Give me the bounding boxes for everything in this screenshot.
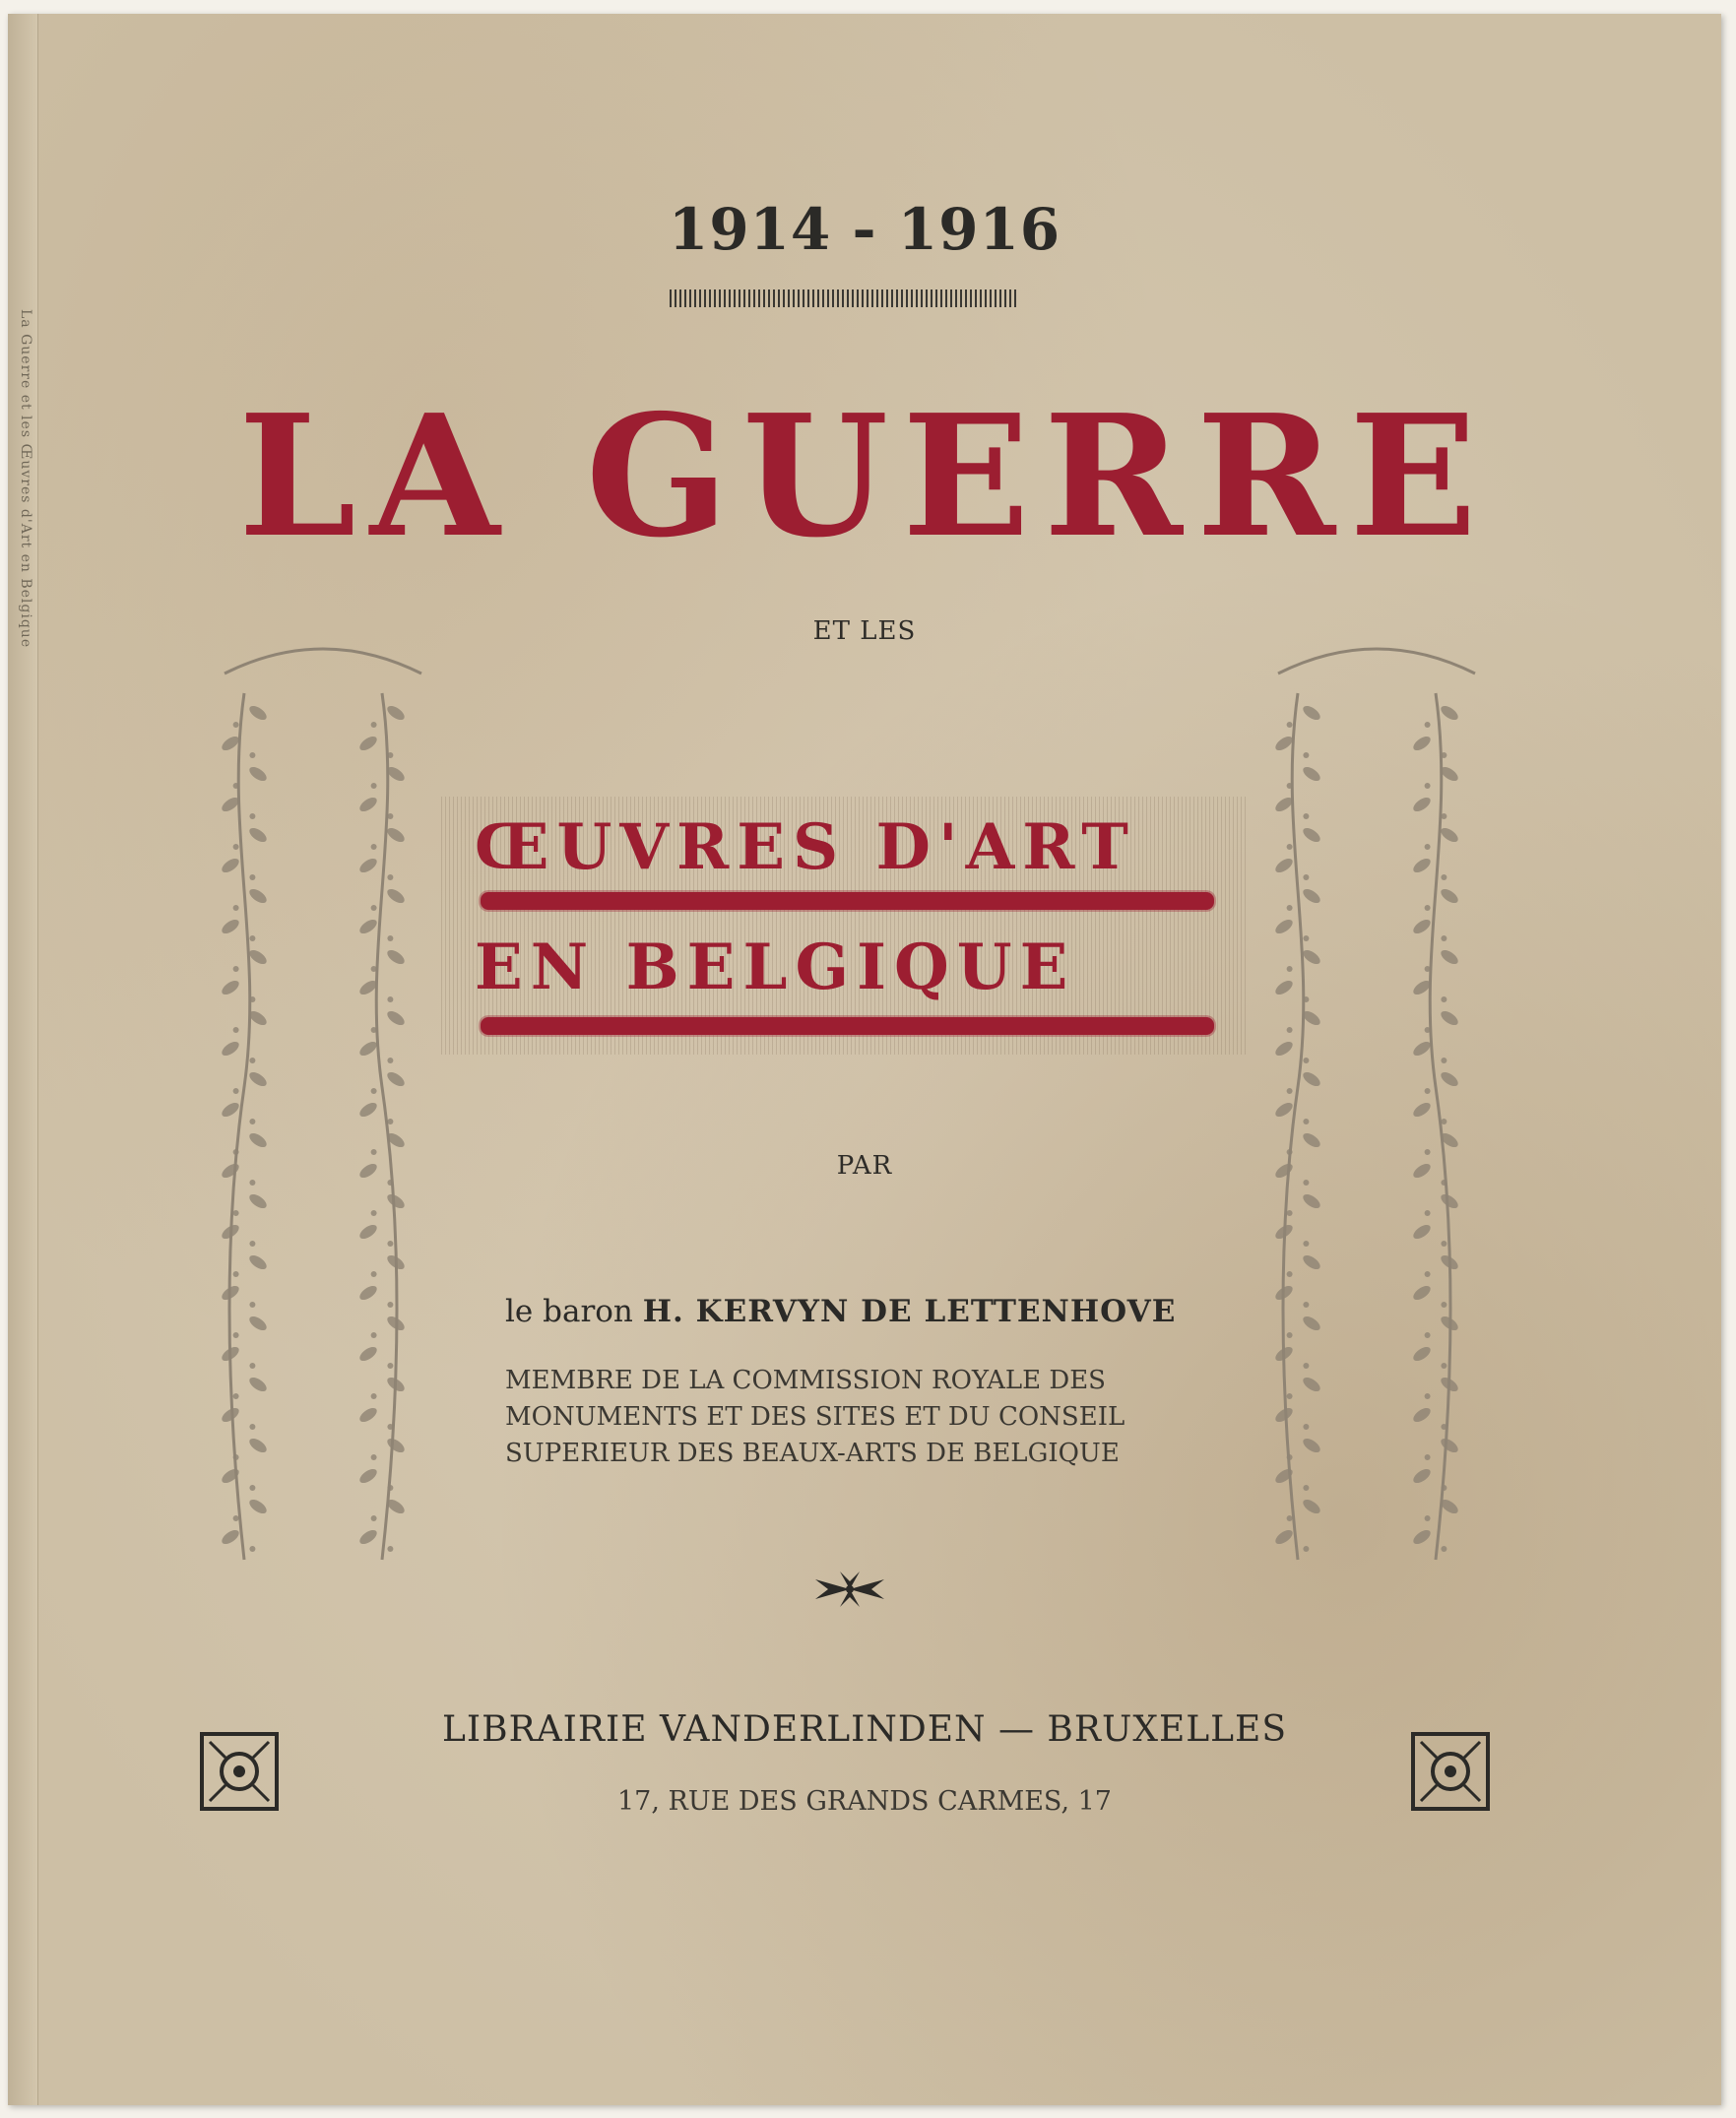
berry-ornament (371, 844, 377, 850)
leaf-ornament (1301, 764, 1322, 784)
leaf-ornament (1273, 856, 1295, 875)
berry-ornament (371, 966, 377, 972)
leaf-ornament (1411, 1039, 1433, 1059)
berry-ornament (1287, 722, 1293, 728)
berry-ornament (249, 1485, 255, 1491)
leaf-ornament (1273, 917, 1295, 936)
leaf-ornament (1411, 795, 1433, 814)
berry-ornament (1441, 1058, 1447, 1063)
leaf-ornament (1439, 1069, 1460, 1089)
leaf-ornament (220, 856, 241, 875)
berry-ornament (249, 1363, 255, 1369)
leaf-ornament (247, 764, 269, 784)
leaf-ornament (357, 1527, 379, 1547)
subtitle-panel (441, 797, 1249, 1055)
leaf-ornament (1273, 1039, 1295, 1059)
leaf-ornament (357, 1283, 379, 1303)
berry-ornament (371, 1210, 377, 1216)
berry-ornament (1425, 1088, 1431, 1094)
berry-ornament (1441, 996, 1447, 1002)
berry-ornament (1287, 1332, 1293, 1338)
berry-ornament (1287, 1454, 1293, 1460)
et-les-text: ET LES (812, 616, 917, 646)
berry-ornament (249, 1119, 255, 1124)
leaf-ornament (247, 1436, 269, 1455)
berry-ornament (249, 1424, 255, 1430)
berry-ornament (387, 935, 393, 941)
berry-ornament (1303, 935, 1309, 941)
leaf-ornament (1273, 1100, 1295, 1120)
author-prefix: le baron (505, 1294, 633, 1329)
publisher-address: 17, RUE DES GRANDS CARMES, 17 (617, 1786, 1112, 1817)
berry-ornament (249, 1302, 255, 1308)
leaf-ornament (385, 1436, 407, 1455)
leaf-ornament (1301, 1375, 1322, 1394)
berry-ornament (1303, 1302, 1309, 1308)
subtitle-line-1: ŒUVRES D'ART (475, 810, 1136, 884)
leaf-ornament (385, 703, 407, 723)
berry-ornament (1287, 905, 1293, 911)
berry-ornament (1287, 1027, 1293, 1033)
berry-ornament (387, 752, 393, 758)
leaf-ornament (220, 978, 241, 997)
leaf-ornament (1301, 886, 1322, 906)
berry-ornament (387, 1363, 393, 1369)
berry-ornament (249, 752, 255, 758)
leaf-ornament (385, 886, 407, 906)
berry-ornament (387, 996, 393, 1002)
berry-ornament (1303, 1424, 1309, 1430)
book-cover (8, 14, 1721, 2105)
leaf-ornament (357, 1466, 379, 1486)
leaf-ornament (357, 734, 379, 753)
leaf-ornament (1411, 1527, 1433, 1547)
berry-ornament (1425, 905, 1431, 911)
berry-ornament (1287, 844, 1293, 850)
leaf-ornament (1411, 1283, 1433, 1303)
rosette-square-ornament-icon (1411, 1732, 1490, 1811)
author-credentials (505, 1363, 1194, 1472)
author-name: H. KERVYN DE LETTENHOVE (642, 1294, 1177, 1329)
leaf-ornament (1439, 825, 1460, 845)
berry-ornament (233, 905, 239, 911)
berry-ornament (1441, 1546, 1447, 1552)
berry-ornament (1303, 1058, 1309, 1063)
berry-ornament (387, 874, 393, 880)
main-title: LA GUERRE (238, 378, 1491, 575)
berry-ornament (387, 1302, 393, 1308)
berry-ornament (1441, 1119, 1447, 1124)
leaf-ornament (1301, 1497, 1322, 1516)
berry-ornament (371, 1515, 377, 1521)
leaf-ornament (220, 1039, 241, 1059)
berry-ornament (1303, 813, 1309, 819)
berry-ornament (371, 1027, 377, 1033)
leaf-ornament (1411, 856, 1433, 875)
berry-ornament (1425, 1332, 1431, 1338)
berry-ornament (249, 935, 255, 941)
berry-ornament (1425, 1210, 1431, 1216)
berry-ornament (1287, 1088, 1293, 1094)
berry-ornament (371, 722, 377, 728)
berry-ornament (233, 844, 239, 850)
berry-ornament (249, 1546, 255, 1552)
credential-line: MEMBRE DE LA COMMISSION ROYALE DES (505, 1366, 1106, 1395)
leaf-ornament (220, 1527, 241, 1547)
leaf-ornament (357, 795, 379, 814)
leaf-ornament (247, 703, 269, 723)
berry-ornament (387, 1424, 393, 1430)
berry-ornament (387, 1546, 393, 1552)
berry-ornament (387, 813, 393, 819)
berry-ornament (387, 1485, 393, 1491)
leaf-ornament (1411, 734, 1433, 753)
leaf-ornament (357, 1405, 379, 1425)
berry-ornament (233, 783, 239, 789)
leaf-ornament (1411, 1344, 1433, 1364)
red-rule (481, 1017, 1214, 1035)
years-heading: 1914 - 1916 (668, 196, 1061, 263)
berry-ornament (1425, 1027, 1431, 1033)
leaf-ornament (1439, 886, 1460, 906)
berry-ornament (1303, 1546, 1309, 1552)
author-line (505, 1294, 1194, 1329)
berry-ornament (1287, 1515, 1293, 1521)
berry-ornament (233, 1088, 239, 1094)
leaf-ornament (1301, 1252, 1322, 1272)
red-rule (481, 892, 1214, 910)
berry-ornament (1441, 813, 1447, 819)
berry-ornament (1287, 783, 1293, 789)
berry-ornament (1303, 1241, 1309, 1247)
berry-ornament (1441, 1241, 1447, 1247)
berry-ornament (371, 905, 377, 911)
leaf-ornament (1273, 1527, 1295, 1547)
berry-ornament (249, 1058, 255, 1063)
berry-ornament (1441, 874, 1447, 880)
leaf-ornament (1301, 1130, 1322, 1150)
berry-ornament (233, 1210, 239, 1216)
berry-ornament (233, 1027, 239, 1033)
credential-line: SUPERIEUR DES BEAUX-ARTS DE BELGIQUE (505, 1439, 1120, 1468)
berry-ornament (1425, 1515, 1431, 1521)
leaf-ornament (1411, 1100, 1433, 1120)
leaf-ornament (385, 1008, 407, 1028)
leaf-ornament (1439, 703, 1460, 723)
leaf-ornament (1301, 1436, 1322, 1455)
berry-ornament (1287, 1393, 1293, 1399)
berry-ornament (1441, 1302, 1447, 1308)
berry-ornament (1287, 966, 1293, 972)
leaf-ornament (220, 1100, 241, 1120)
publisher-name: LIBRAIRIE VANDERLINDEN — BRUXELLES (442, 1709, 1287, 1750)
years-rule (670, 289, 1016, 307)
leaf-ornament (357, 1222, 379, 1242)
berry-ornament (1287, 1271, 1293, 1277)
berry-ornament (371, 1454, 377, 1460)
par-text: PAR (836, 1151, 893, 1181)
leaf-ornament (357, 1039, 379, 1059)
leaf-ornament (1301, 703, 1322, 723)
leaf-ornament (385, 1191, 407, 1211)
berry-ornament (1303, 1485, 1309, 1491)
berry-ornament (233, 722, 239, 728)
leaf-ornament (220, 917, 241, 936)
leaf-ornament (357, 1344, 379, 1364)
berry-ornament (1303, 1363, 1309, 1369)
berry-ornament (1441, 1363, 1447, 1369)
leaf-ornament (385, 825, 407, 845)
berry-ornament (1425, 783, 1431, 789)
berry-ornament (1303, 1119, 1309, 1124)
leaf-ornament (1439, 1191, 1460, 1211)
berry-ornament (387, 1058, 393, 1063)
berry-ornament (1441, 752, 1447, 758)
berry-ornament (1425, 1393, 1431, 1399)
leaf-ornament (1301, 1314, 1322, 1333)
leaf-ornament (1301, 825, 1322, 845)
leaf-ornament (1301, 1191, 1322, 1211)
berry-ornament (387, 1241, 393, 1247)
berry-ornament (371, 1393, 377, 1399)
leaf-ornament (357, 856, 379, 875)
berry-ornament (371, 1088, 377, 1094)
berry-ornament (1441, 935, 1447, 941)
berry-ornament (233, 1393, 239, 1399)
leaf-ornament (1411, 1222, 1433, 1242)
leaf-ornament (247, 886, 269, 906)
berry-ornament (1287, 1210, 1293, 1216)
berry-ornament (233, 1332, 239, 1338)
berry-ornament (233, 1271, 239, 1277)
floral-vine-border-icon (205, 634, 441, 1579)
leaf-ornament (1411, 917, 1433, 936)
leaf-ornament (1273, 1405, 1295, 1425)
credential-line: MONUMENTS ET DES SITES ET DU CONSEIL (505, 1402, 1125, 1432)
leaf-ornament (247, 1375, 269, 1394)
berry-ornament (1425, 1271, 1431, 1277)
berry-ornament (1425, 722, 1431, 728)
leaf-ornament (357, 917, 379, 936)
berry-ornament (1303, 874, 1309, 880)
berry-ornament (371, 783, 377, 789)
berry-ornament (1303, 752, 1309, 758)
berry-ornament (371, 1271, 377, 1277)
spine-title: La Guerre et les Œuvres d'Art en Belgique (18, 309, 33, 649)
fleuron-ornament-icon (810, 1570, 889, 1609)
berry-ornament (249, 996, 255, 1002)
leaf-ornament (1411, 1466, 1433, 1486)
leaf-ornament (220, 1405, 241, 1425)
leaf-ornament (247, 1069, 269, 1089)
berry-ornament (249, 813, 255, 819)
leaf-ornament (1301, 1069, 1322, 1089)
leaf-ornament (247, 1314, 269, 1333)
leaf-ornament (247, 1252, 269, 1272)
leaf-ornament (385, 947, 407, 967)
leaf-ornament (1439, 1008, 1460, 1028)
berry-ornament (233, 966, 239, 972)
berry-ornament (233, 1515, 239, 1521)
berry-ornament (1425, 844, 1431, 850)
berry-ornament (249, 1241, 255, 1247)
berry-ornament (387, 1119, 393, 1124)
leaf-ornament (247, 1191, 269, 1211)
berry-ornament (1425, 1454, 1431, 1460)
leaf-ornament (247, 1130, 269, 1150)
leaf-ornament (247, 1497, 269, 1516)
leaf-ornament (1439, 947, 1460, 967)
berry-ornament (233, 1454, 239, 1460)
subtitle-line-2: EN BELGIQUE (475, 931, 1076, 1004)
leaf-ornament (1273, 978, 1295, 997)
berry-ornament (1441, 1485, 1447, 1491)
berry-ornament (371, 1332, 377, 1338)
leaf-ornament (385, 1069, 407, 1089)
leaf-ornament (1439, 1436, 1460, 1455)
floral-vine-border-icon (1258, 634, 1495, 1579)
berry-ornament (1303, 996, 1309, 1002)
berry-ornament (249, 874, 255, 880)
berry-ornament (1425, 966, 1431, 972)
leaf-ornament (247, 825, 269, 845)
berry-ornament (1441, 1424, 1447, 1430)
leaf-ornament (1411, 1405, 1433, 1425)
leaf-ornament (357, 1100, 379, 1120)
